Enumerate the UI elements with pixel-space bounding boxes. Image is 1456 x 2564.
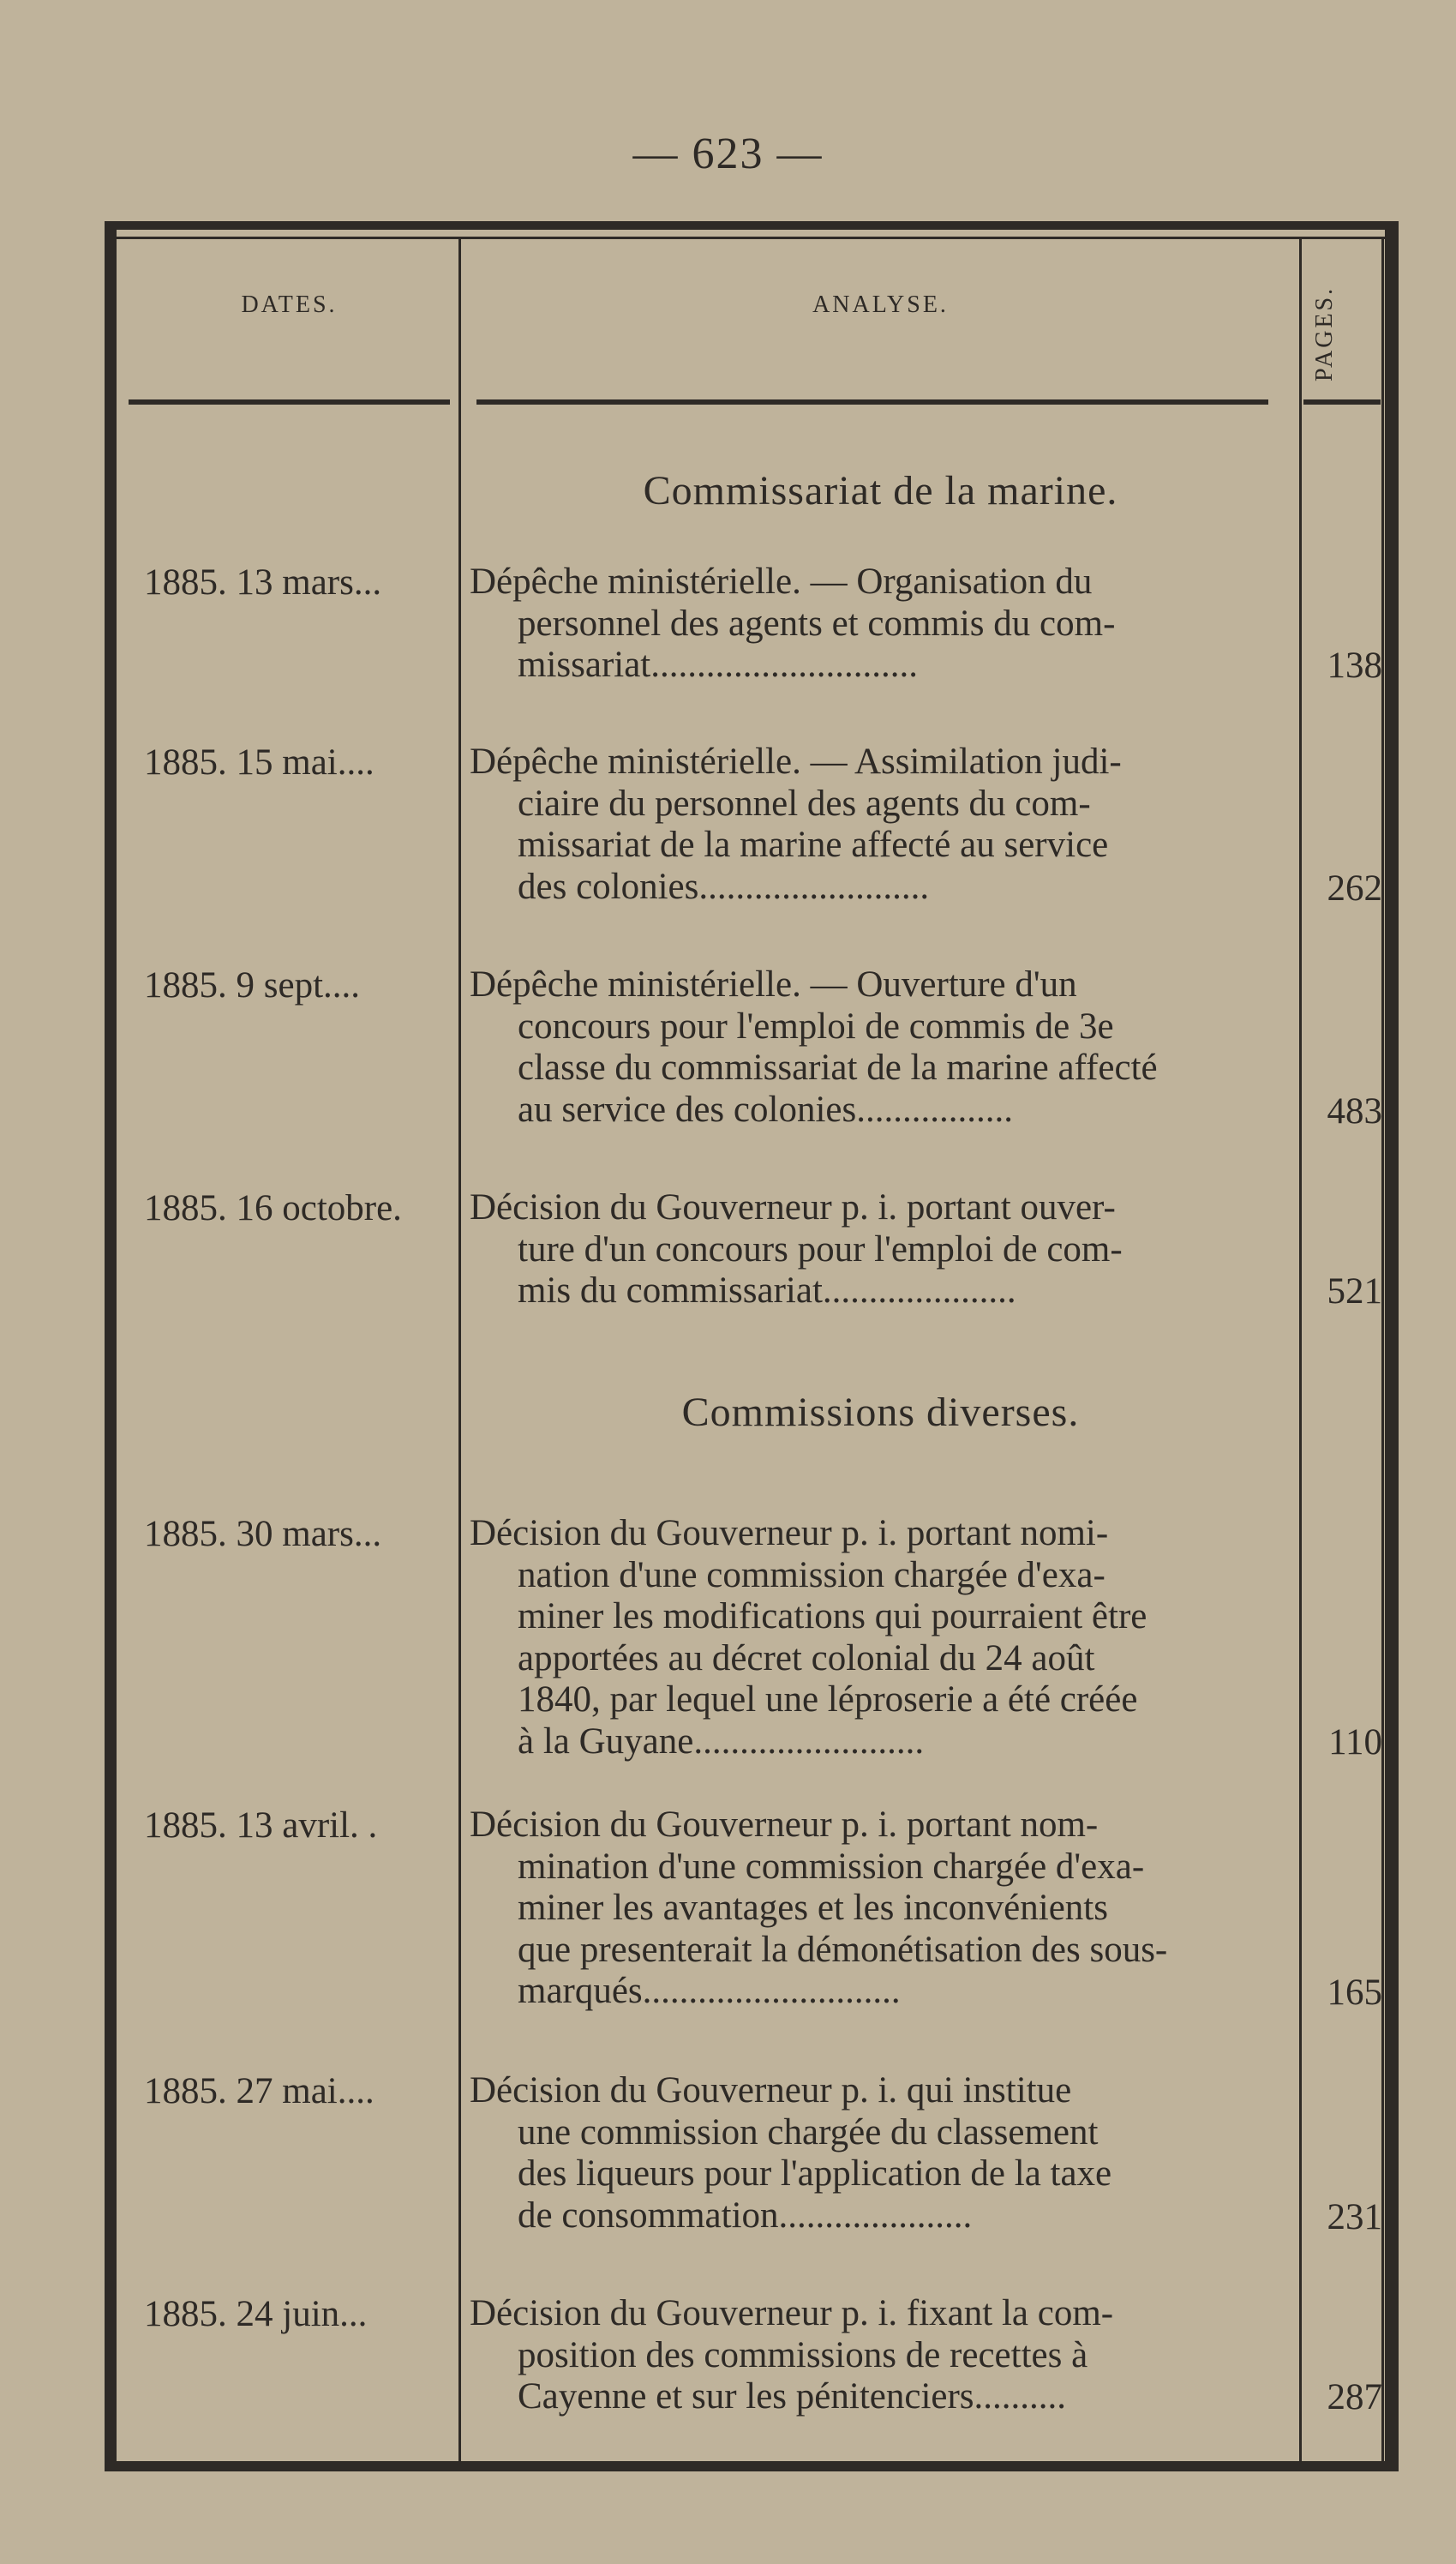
entry-analysis: [470, 1804, 1291, 2013]
entry-line: missariat.............................: [518, 645, 918, 685]
entry-date: 1885. 13 mars...: [144, 562, 382, 603]
entry-page: 165: [1327, 1973, 1382, 2013]
header-analyse: ANALYSE.: [812, 291, 949, 318]
dates-column-rule: [458, 237, 461, 2465]
entry-line: classe du commissariat de la marine affecté: [518, 1048, 1158, 1088]
entry-line: missariat de la marine affecté au service: [518, 825, 1109, 865]
entry-line: que presenterait la démonétisation des sous-: [518, 1929, 1168, 1970]
entry-line: des liqueurs pour l'application de la taxe: [518, 2153, 1112, 2194]
header-rule-dates: [129, 399, 450, 405]
entry-line: Dépêche ministérielle. — Organisation du: [470, 561, 1093, 602]
inner-right-rule: [1381, 237, 1384, 2465]
table-top-rule: [117, 237, 1385, 239]
entry-line: Décision du Gouverneur p. i. portant ouver-: [470, 1187, 1116, 1228]
entry-analysis: [470, 561, 1291, 687]
entry-line: une commission chargée du classement: [518, 2111, 1099, 2153]
entry-line: Décision du Gouverneur p. i. qui institue: [470, 2070, 1072, 2111]
entry-line: de consommation.....................: [518, 2195, 973, 2236]
page-number: — 623 —: [632, 129, 824, 178]
entry-page: 521: [1327, 1271, 1382, 1312]
entry-page: 231: [1327, 2197, 1382, 2237]
entry-date: 1885. 24 juin...: [144, 2294, 368, 2334]
entry-line: nation d'une commission chargée d'exa-: [518, 1554, 1105, 1595]
header-dates: DATES.: [241, 291, 338, 318]
entry-analysis: [470, 964, 1291, 1131]
entry-line: ture d'un concours pour l'emploi de com-: [518, 1228, 1123, 1270]
entry-line: des colonies.........................: [518, 866, 930, 907]
entry-page: 483: [1327, 1091, 1382, 1132]
entry-page: 110: [1328, 1722, 1382, 1762]
entry-analysis: [470, 2293, 1291, 2418]
entry-date: 1885. 16 octobre.: [144, 1188, 402, 1228]
entry-page: 262: [1327, 868, 1382, 909]
entry-line: Cayenne et sur les pénitenciers..........: [518, 2376, 1067, 2417]
pages-column-rule: [1299, 237, 1302, 2465]
entry-line: mis du commissariat.....................: [518, 1270, 1016, 1311]
entry-line: concours pour l'emploi de commis de 3e: [518, 1006, 1114, 1047]
entry-line: Décision du Gouverneur p. i. portant nom-: [470, 1804, 1099, 1845]
entry-line: Dépêche ministérielle. — Assimilation judi-: [470, 742, 1122, 782]
entry-line: Décision du Gouverneur p. i. fixant la com-: [470, 2293, 1114, 2333]
entry-line: 1840, par lequel une léproserie a été créée: [518, 1679, 1138, 1720]
entry-analysis: [470, 2070, 1291, 2237]
section-title: Commissions diverses.: [681, 1390, 1080, 1435]
entry-page: 138: [1327, 646, 1382, 686]
header-pages: PAGES.: [1311, 285, 1338, 381]
entry-analysis: [470, 742, 1291, 908]
entry-date: 1885. 27 mai....: [144, 2071, 374, 2111]
entry-line: marqués............................: [518, 1971, 901, 2011]
entry-line: ciaire du personnel des agents du com-: [518, 783, 1091, 824]
entry-date: 1885. 30 mars...: [144, 1514, 382, 1554]
entry-line: mination d'une commission chargée d'exa-: [518, 1846, 1145, 1887]
entry-date: 1885. 13 avril. .: [144, 1805, 378, 1846]
entry-line: miner les avantages et les inconvénients: [518, 1888, 1108, 1928]
entry-page: 287: [1327, 2377, 1382, 2417]
entry-analysis: [470, 1513, 1291, 1762]
entry-line: Décision du Gouverneur p. i. portant nomi-: [470, 1513, 1109, 1553]
entry-line: Dépêche ministérielle. — Ouverture d'un: [470, 964, 1077, 1005]
header-rule-analyse: [476, 399, 1268, 405]
entry-date: 1885. 9 sept....: [144, 965, 361, 1006]
entry-analysis: [470, 1187, 1291, 1312]
entry-date: 1885. 15 mai....: [144, 742, 374, 783]
entry-line: au service des colonies.................: [518, 1089, 1013, 1130]
section-title: Commissariat de la marine.: [643, 468, 1118, 513]
header-rule-pages: [1303, 399, 1381, 405]
entry-line: position des commissions de recettes à: [518, 2334, 1088, 2375]
entry-line: apportées au décret colonial du 24 août: [518, 1637, 1095, 1678]
entry-line: miner les modifications qui pourraient être: [518, 1596, 1147, 1636]
entry-line: personnel des agents et commis du com-: [518, 603, 1116, 644]
entry-line: à la Guyane.........................: [518, 1720, 925, 1762]
